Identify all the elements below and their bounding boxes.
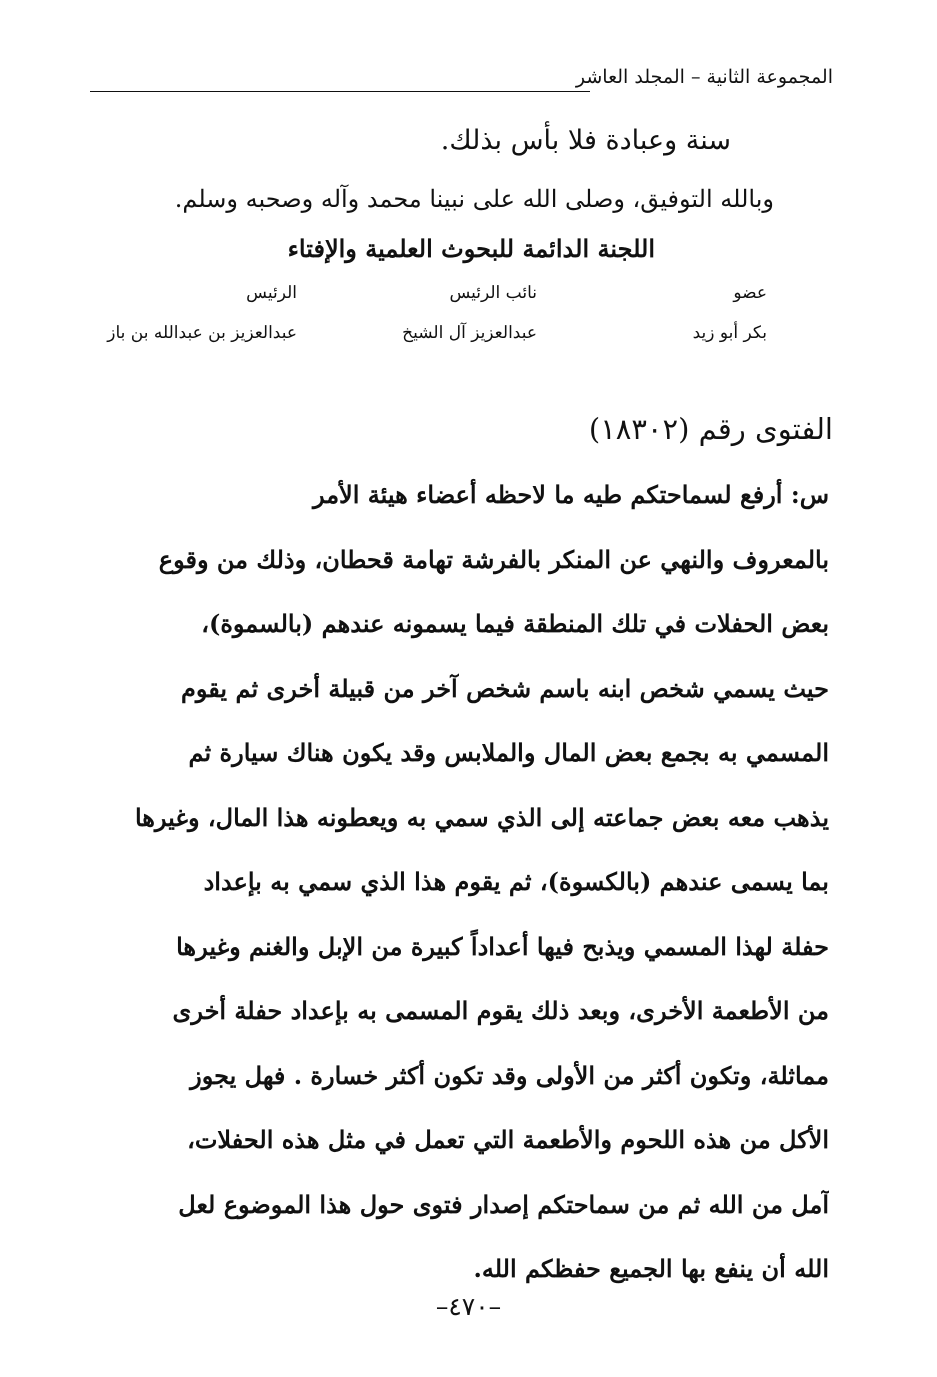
- member-role: عضو: [733, 283, 767, 303]
- member-name: بكر أبو زيد: [692, 323, 767, 343]
- vice-president-name: عبدالعزيز آل الشيخ: [402, 323, 537, 343]
- fatwa-number: الفتوى رقم (١٨٣٠٢): [588, 412, 833, 446]
- president-role: الرئيس: [246, 283, 297, 303]
- question-text: [99, 463, 829, 1302]
- question-line: حفلة لهذا المسمي ويذبح فيها أعداداً كبيرة من الإبل والغنم وغيرها: [176, 931, 829, 961]
- page-number: –٤٧٠–: [435, 1292, 502, 1321]
- intro-line-2: وبالله التوفيق، وصلى الله على نبينا محمد وآله وصحبه وسلم.: [174, 185, 774, 213]
- signature-names: [107, 323, 767, 357]
- question-line: الأكل من هذه اللحوم والأطعمة التي تعمل في مثل هذه الحفلات،: [187, 1125, 829, 1154]
- question-line: بما يسمى عندهم (بالكسوة)، ثم يقوم هذا الذي سمي به بإعداد: [203, 867, 829, 896]
- question-line: مماثلة، وتكون أكثر من الأولى وقد تكون أكثر خسارة . فهل يجوز: [190, 1060, 829, 1090]
- header-title: المجموعة الثانية – المجلد العاشر: [575, 66, 833, 88]
- running-header: [90, 66, 833, 98]
- question-line: س: أرفع لسماحتكم طيه ما لاحظه أعضاء هيئة الأمر: [312, 480, 829, 509]
- question-line: يذهب معه بعض جماعته إلى الذي سمي به ويعطونه هذا المال، وغيرها: [134, 802, 829, 832]
- signature-titles: [167, 283, 767, 317]
- question-line: حيث يسمي شخص ابنه باسم شخص آخر من قبيلة أخرى ثم يقوم: [181, 673, 829, 703]
- intro-line-1: سنة وعبادة فلا بأس بذلك.: [440, 125, 731, 156]
- question-line: الله أن ينفع بها الجميع حفظكم الله.: [473, 1254, 829, 1283]
- question-line: المسمي به بجمع بعض المال والملابس وقد يكون هناك سيارة ثم: [188, 738, 829, 767]
- vice-president-role: نائب الرئيس: [449, 283, 537, 303]
- question-line: آمل من الله ثم من سماحتكم إصدار فتوى حول هذا الموضوع لعل: [178, 1189, 829, 1219]
- question-line: بعض الحفلات في تلك المنطقة فيما يسمونه عندهم (بالسموة)،: [201, 609, 829, 638]
- header-rule: [90, 91, 590, 92]
- committee-name: اللجنة الدائمة للبحوث العلمية والإفتاء: [287, 234, 655, 263]
- president-name: عبدالعزيز بن عبدالله بن باز: [107, 323, 297, 343]
- question-line: بالمعروف والنهي عن المنكر بالفرشة تهامة قحطان، وذلك من وقوع: [158, 544, 829, 574]
- question-line: من الأطعمة الأخرى، وبعد ذلك يقوم المسمى به بإعداد حفلة أخرى: [172, 996, 829, 1025]
